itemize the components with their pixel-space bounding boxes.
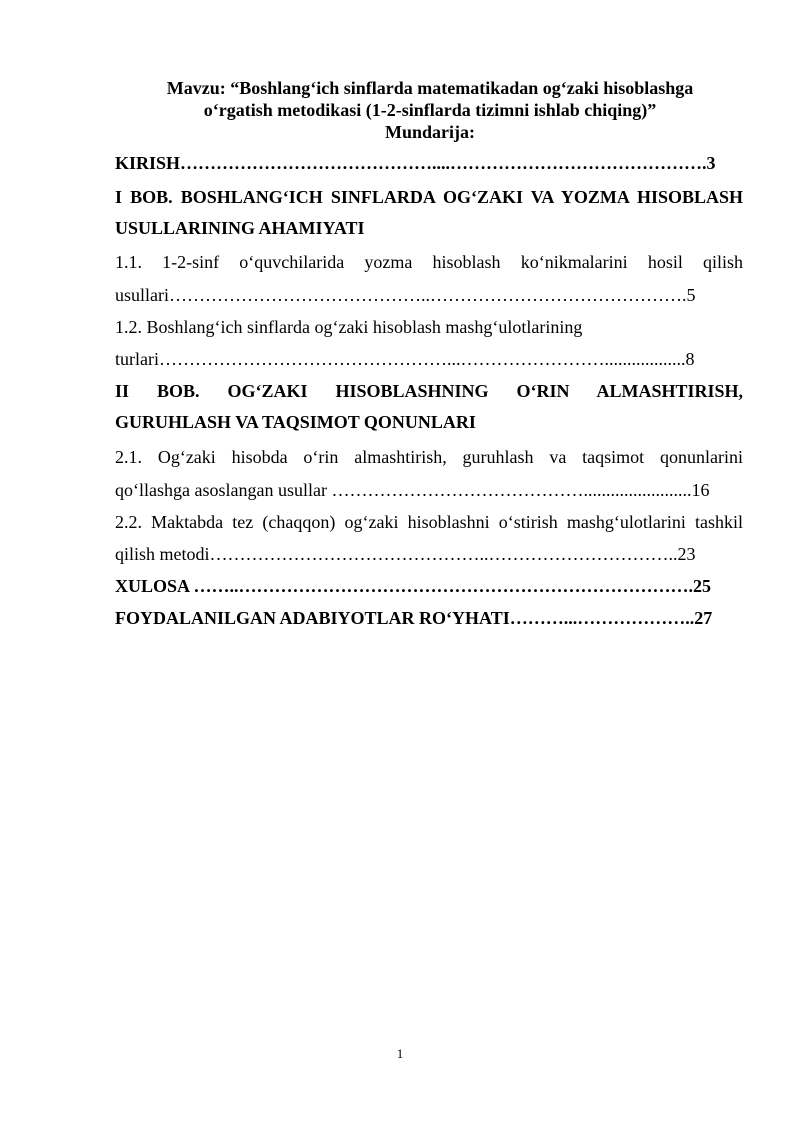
toc-entry-chapter-1-line-1: I BOB. BOSHLANG‘ICH SINFLARDA OG‘ZAKI VA YOZMA HISOBLASH (115, 187, 743, 207)
topic-title-line-2: o‘rgatish metodikasi (1-2-sinflarda tizimni ishlab chiqing)” (203, 100, 657, 120)
toc-entry-section-2-2-line-2: qilish metodi………………………………………..…………………………..23 (115, 544, 696, 564)
toc-entry-chapter-2-line-1: II BOB. OG‘ZAKI HISOBLASHNING O‘RIN ALMASHTIRISH, (115, 381, 743, 401)
toc-entry-section-2-1-line-1: 2.1. Og‘zaki hisobda o‘rin almashtirish, guruhlash va taqsimot qonunlarini (115, 447, 743, 467)
toc-entry-section-2-1-line-2: qo‘llashga asoslangan usullar ……………………………………........................16 (115, 480, 710, 500)
toc-entry-references: FOYDALANILGAN ADABIYOTLAR RO‘YHATI………...………………..27 (115, 608, 713, 628)
toc-entry-introduction: KIRISH……………………………………....…………………………………….3 (115, 153, 716, 173)
topic-title-line-1: Mavzu: “Boshlang‘ich sinflarda matematikadan og‘zaki hisoblashga (166, 78, 694, 98)
toc-entry-section-1-2-line-1: 1.2. Boshlang‘ich sinflarda og‘zaki hisoblash mashg‘ulotlarining (115, 317, 583, 337)
toc-entry-section-1-1-line-1: 1.1. 1-2-sinf o‘quvchilarida yozma hisoblash ko‘nikmalarini hosil qilish (115, 252, 743, 272)
toc-entry-chapter-2-line-2: GURUHLASH VA TAQSIMOT QONUNLARI (115, 412, 476, 432)
toc-entry-section-1-1-line-2: usullari……………………………………..…………………………………….5 (115, 285, 696, 305)
toc-entry-chapter-1-line-2: USULLARINING AHAMIYATI (115, 218, 365, 238)
contents-heading: Mundarija: (385, 122, 475, 142)
toc-entry-conclusion: XULOSA ……..………………………………………………………………….25 (115, 576, 712, 596)
page-number: 1 (396, 1046, 404, 1061)
toc-entry-section-2-2-line-1: 2.2. Maktabda tez (chaqqon) og‘zaki hisoblashni o‘stirish mashg‘ulotlarini tashkil (115, 512, 743, 532)
toc-entry-section-1-2-line-2: turlari…………………………………………...……………………..................8 (115, 349, 695, 369)
